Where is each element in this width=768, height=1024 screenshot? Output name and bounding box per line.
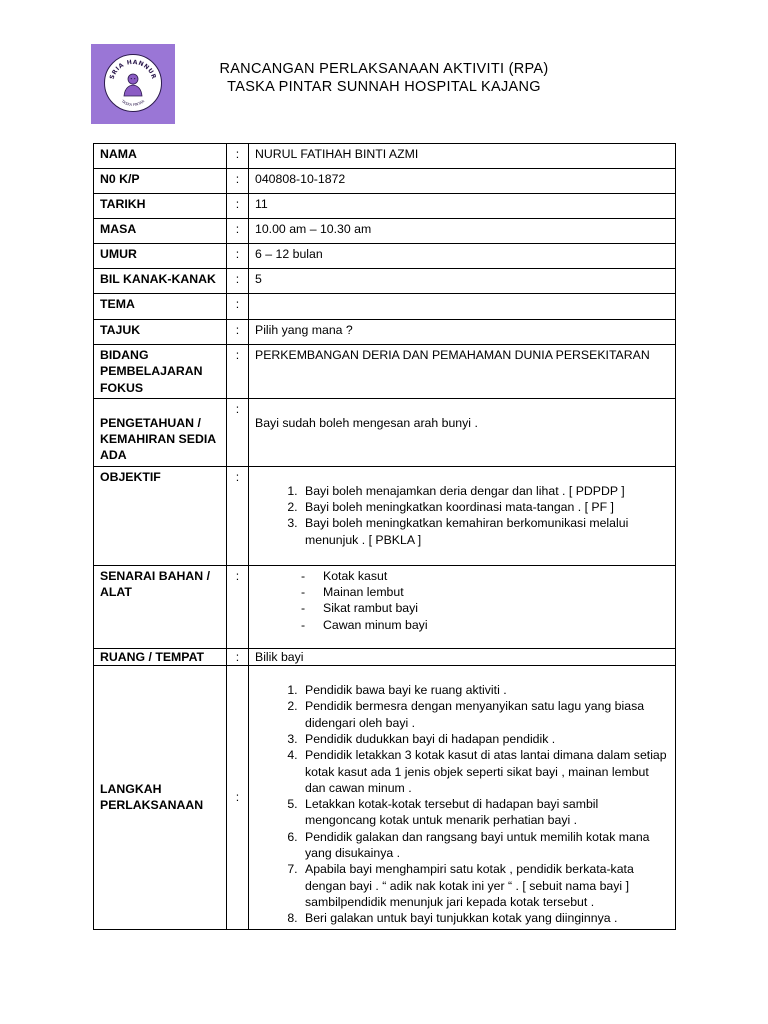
label-tajuk: TAJUK [94,320,227,345]
value-tema [249,294,676,320]
row-ruang [94,648,676,665]
separator: : [227,219,249,244]
value-bil-kanak-kanak: 5 [249,269,676,294]
value-bidang: PERKEMBANGAN DERIA DAN PEMAHAMAN DUNIA PERSEKITARAN [249,345,676,399]
list-item: 5. Letakkan kotak-kotak tersebut di hadapan bayi sambil mengoncang kotak untuk menarik perhatian bayi . [301,796,669,829]
logo-graphic [91,44,175,124]
value-ruang: Bilik bayi [249,648,676,665]
row-tema [94,294,676,320]
row-nama [94,144,676,169]
separator: : [227,194,249,219]
row-bahan [94,565,676,648]
list-item: 1. Pendidik bawa bayi ke ruang aktiviti . [301,682,669,698]
label-tarikh: TARIKH [94,194,227,219]
logo-figure-icon [124,74,142,96]
langkah-list [255,682,669,926]
value-masa: 10.00 am – 10.30 am [249,219,676,244]
label-bidang: BIDANG PEMBELAJARAN FOKUS [94,345,227,399]
header-title: RANCANGAN PERLAKSANAAN AKTIVITI (RPA) [219,61,549,77]
objektif-list [255,483,669,548]
value-tajuk: Pilih yang mana ? [249,320,676,345]
document-header [186,60,582,96]
row-objektif [94,466,676,565]
label-bil-kanak-kanak: BIL KANAK-KANAK [94,269,227,294]
separator: : [227,320,249,345]
row-bidang [94,345,676,399]
list-item: 1. Bayi boleh menajamkan deria dengar dan lihat . [ PDPDP ] [301,483,669,499]
separator: : [227,466,249,565]
list-item: 3. Pendidik dudukkan bayi di hadapan pendidik . [301,731,669,747]
separator: : [227,294,249,320]
logo-top-text: SRIA HANNUR [108,58,158,81]
list-item: 4. Pendidik letakkan 3 kotak kasut di atas lantai dimana dalam setiap kotak kasut ada 1 jenis objek seperti sikat bayi , mainan lembut dan cawan minum . [301,747,669,796]
logo-bottom-text: TASKA PINTAR [120,99,146,108]
list-item: 2. Pendidik bermesra dengan menyanyikan satu lagu yang biasa didengari oleh bayi . [301,698,669,731]
label-pengetahuan: PENGETAHUAN / KEMAHIRAN SEDIA ADA [94,398,227,466]
separator: : [227,269,249,294]
separator: : [227,565,249,648]
school-logo [91,44,175,124]
row-pengetahuan [94,398,676,466]
value-nama: NURUL FATIHAH BINTI AZMI [249,144,676,169]
row-masa [94,219,676,244]
separator: : [227,666,249,929]
value-nokp: 040808-10-1872 [249,169,676,194]
separator: : [227,169,249,194]
separator: : [227,144,249,169]
list-item: - Sikat rambut bayi [301,600,669,616]
separator: : [227,648,249,665]
label-ruang: RUANG / TEMPAT [94,648,227,665]
value-tarikh: 11 [249,194,676,219]
list-item: - Cawan minum bayi [301,617,669,633]
list-item: 6. Pendidik galakan dan rangsang bayi untuk memilih kotak mana yang disukainya . [301,829,669,862]
label-nama: NAMA [94,144,227,169]
list-item: 3. Bayi boleh meningkatkan kemahiran berkomunikasi melalui menunjuk . [ PBKLA ] [301,515,669,548]
list-item: - Mainan lembut [301,584,669,600]
header-subtitle: TASKA PINTAR SUNNAH HOSPITAL KAJANG [227,79,541,95]
rpa-form-table [93,143,676,930]
langkah-list-cell [249,666,676,929]
label-masa: MASA [94,219,227,244]
label-objektif: OBJEKTIF [94,466,227,565]
bahan-list [255,568,669,633]
label-umur: UMUR [94,244,227,269]
separator: : [227,398,249,466]
list-item: 8. Beri galakan untuk bayi tunjukkan kotak yang diinginnya . [301,910,669,926]
list-item: 2. Bayi boleh meningkatkan koordinasi mata-tangan . [ PF ] [301,499,669,515]
objektif-list-cell [249,466,676,565]
row-bil-kanak-kanak [94,269,676,294]
row-tajuk [94,320,676,345]
bahan-list-cell [249,565,676,648]
svg-text:TASKA PINTAR [120,99,146,107]
row-umur [94,244,676,269]
row-tarikh [94,194,676,219]
value-umur: 6 – 12 bulan [249,244,676,269]
list-item: 7. Apabila bayi menghampiri satu kotak , pendidik berkata-kata dengan bayi . “ adik nak kotak ini yer “ . [ sebuit nama bayi ] sambilpendidik menunjuk jari kepada kotak tersebut . [301,861,669,910]
label-tema: TEMA [94,294,227,320]
list-item: - Kotak kasut [301,568,669,584]
value-pengetahuan: Bayi sudah boleh mengesan arah bunyi . [249,398,676,466]
row-nokp [94,169,676,194]
label-nokp: N0 K/P [94,169,227,194]
label-langkah: LANGKAH PERLAKSANAAN [94,666,227,929]
separator: : [227,244,249,269]
separator: : [227,345,249,399]
row-langkah [94,666,676,929]
label-bahan: SENARAI BAHAN / ALAT [94,565,227,648]
